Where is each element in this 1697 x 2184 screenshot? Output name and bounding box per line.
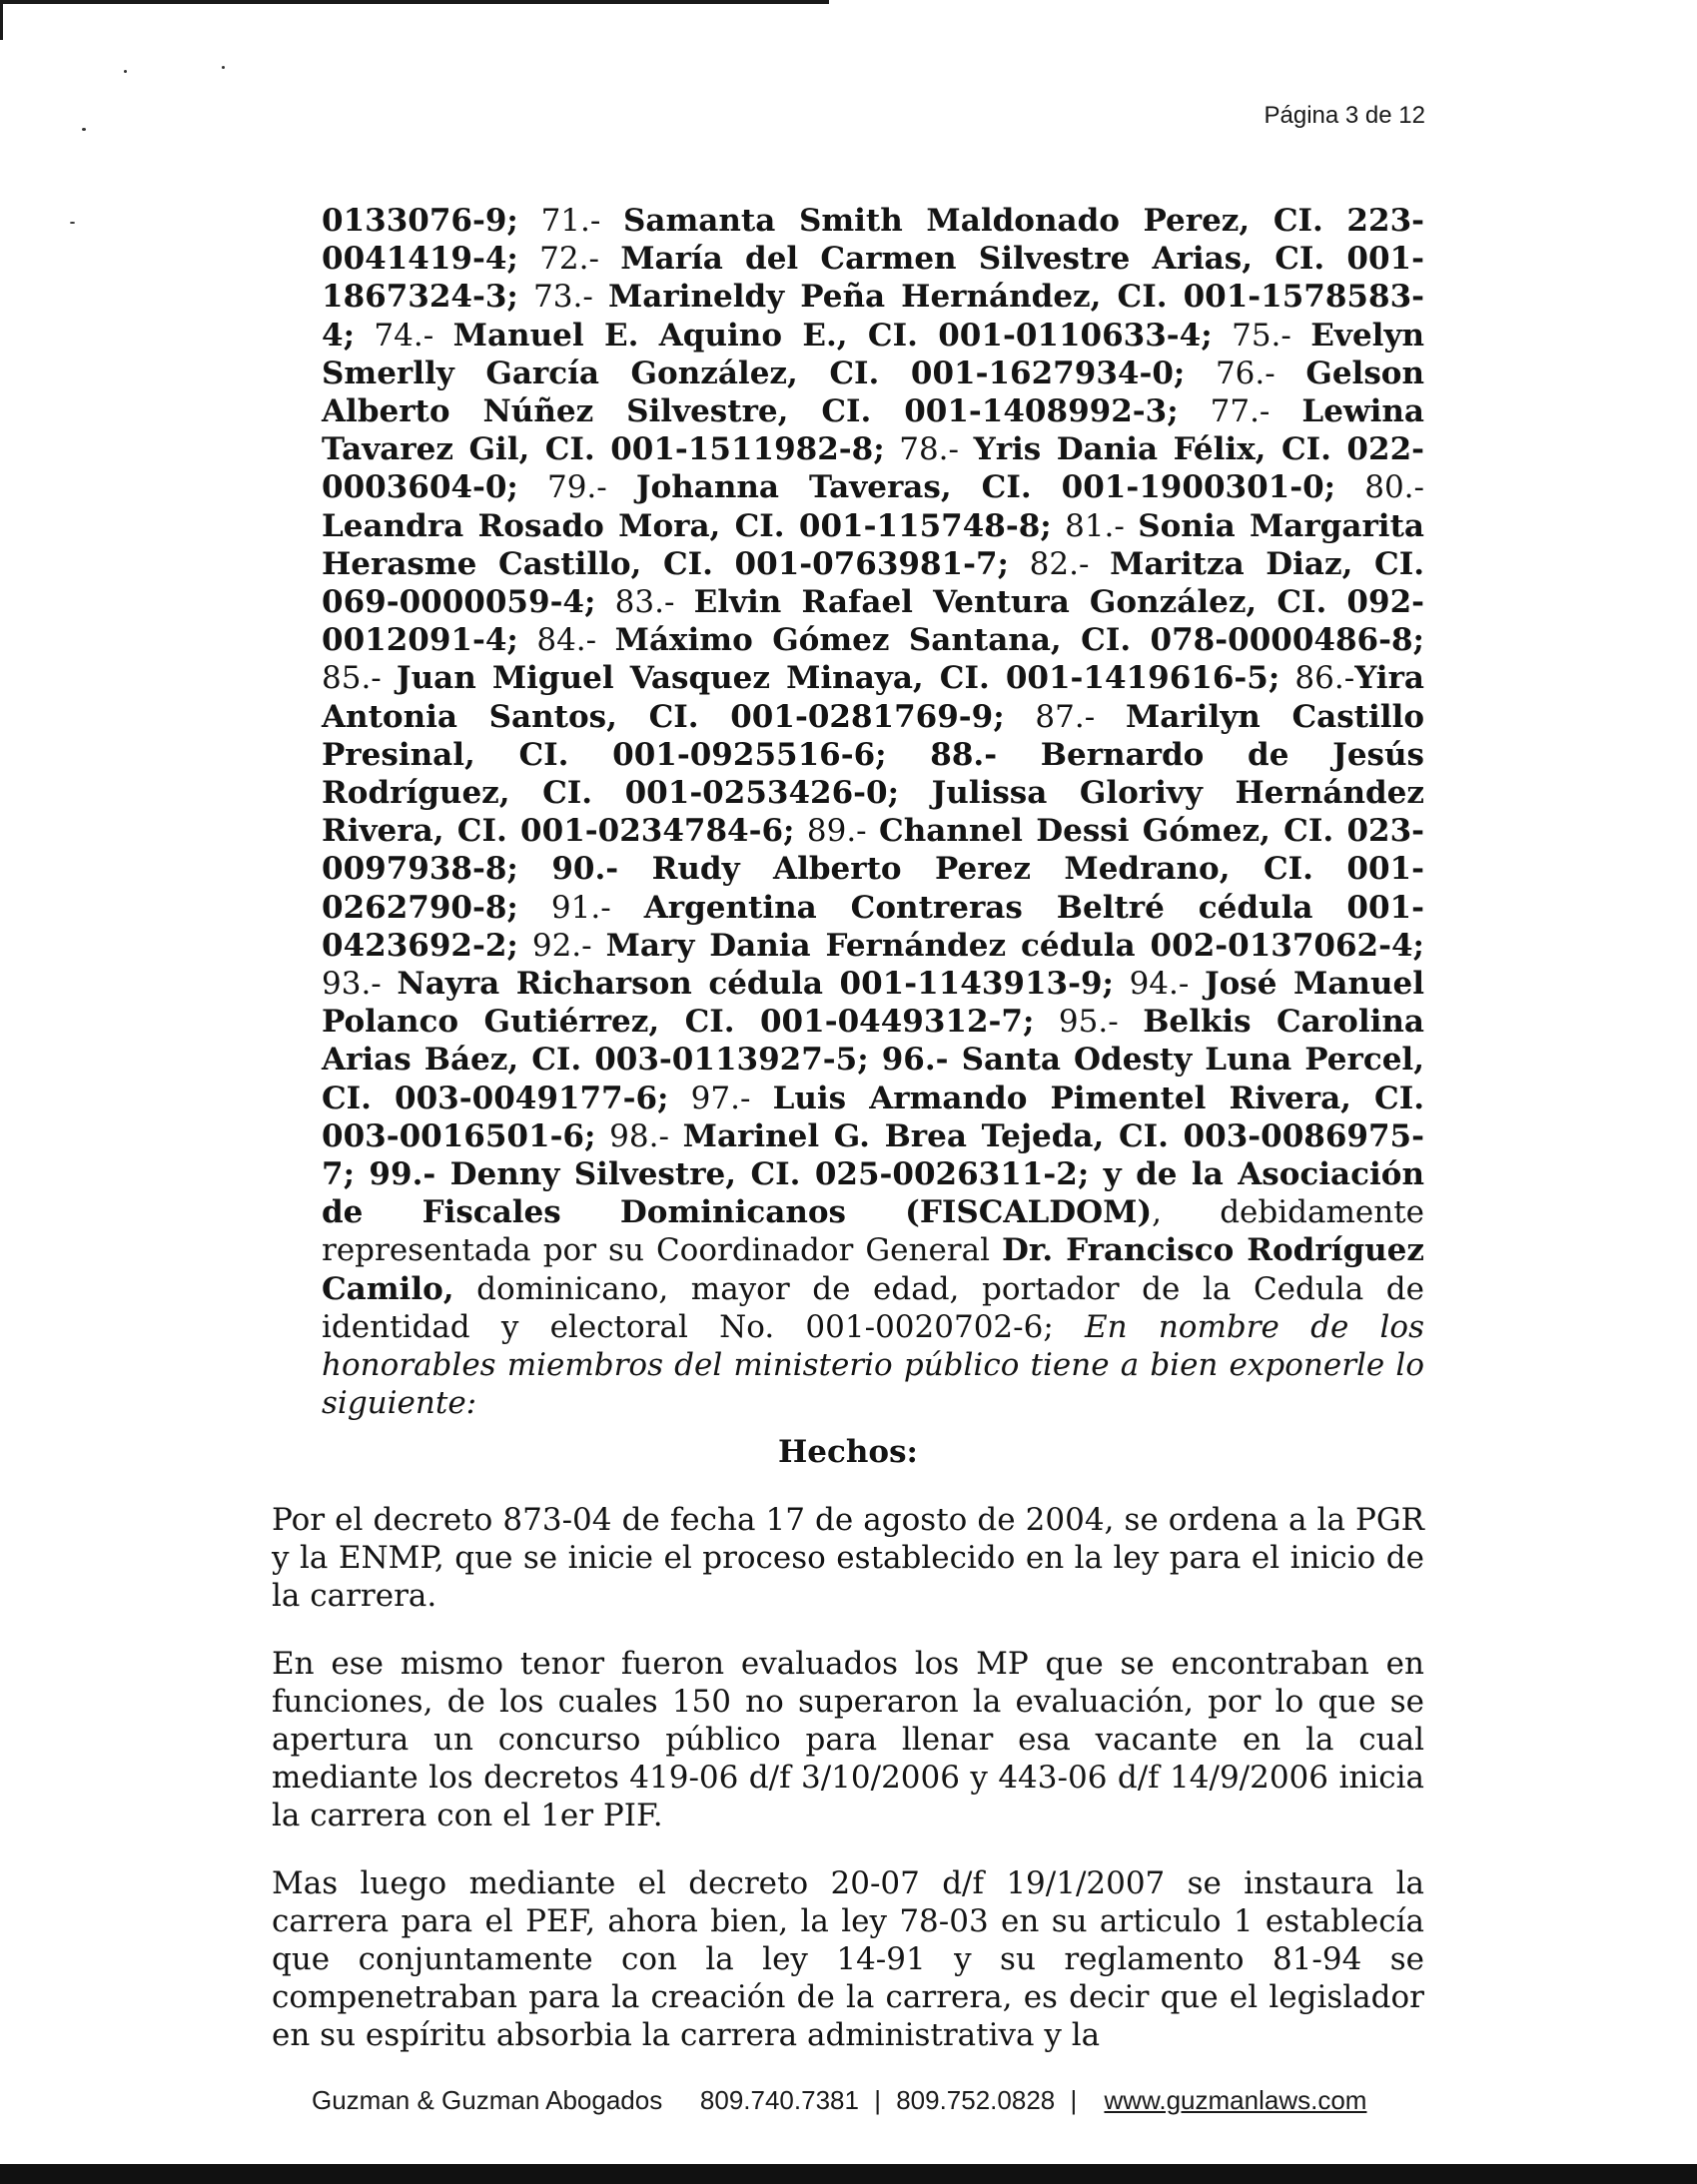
party-list-segment: Yris Dania Félix, CI. 022-0003604-0; [322, 431, 1425, 506]
party-list-segment: Mary Dania Fernández cédula 002-0137062-4; [605, 927, 1424, 964]
party-list-segment: Dr. Francisco Rodríguez Camilo, [322, 1232, 1424, 1307]
party-list-segment: En nombre de los honorables miembros del ministerio público tiene a bien exponerle lo siguiente: [322, 1308, 1424, 1422]
party-list-segment: 78.- [884, 431, 974, 468]
party-list-segment: Lewina Tavarez Gil, CI. 001-1511982-8; [322, 393, 1424, 468]
facts-paragraph-3: Mas luego mediante el decreto 20-07 d/f 19/1/2007 se instaura la carrera para el PEF, ahora bien, la ley 78-03 en su articulo 1 establecía que conjuntamente con la ley 14-91 y su reglamento 81-94 se compenetraban para la creación de la carrera, es decir que el legislador en su espíritu absorbia la carrera administrativa y la [272, 1865, 1424, 2053]
party-list-segment: 84.- [517, 622, 615, 659]
party-list-segment: 71.- [517, 203, 624, 239]
party-list-segment: 93.- [322, 966, 398, 1003]
party-list-segment: 75.- [1212, 317, 1311, 354]
party-list-segment: Marilyn Castillo Presinal, CI. 001-0925516-6; 88.- Bernardo de Jesús Rodríguez, CI. 001-0253426-0; Julissa Glorivy Hernández Rivera, CI. 001-0234784-6; [322, 698, 1425, 850]
footer-firm-name: Guzman & Guzman Abogados [312, 2085, 663, 2115]
party-list-segment: 82.- [1009, 545, 1111, 582]
page-footer [312, 2085, 1410, 2116]
section-heading: Hechos: [778, 1434, 918, 1470]
scan-speck [222, 66, 225, 69]
party-list-segment: Luis Armando Pimentel Rivera, CI. 003-0016501-6; [322, 1080, 1425, 1154]
party-list-segment: Manuel E. Aquino E., CI. 001-0110633-4; [452, 317, 1213, 354]
party-list-segment: Argentina Contreras Beltré cédula 001-0423692-2; [322, 889, 1424, 964]
party-list-segment: Sonia Margarita Herasme Castillo, CI. 001-0763981-7; [322, 507, 1424, 582]
party-list-segment: 94.- [1113, 966, 1205, 1003]
scan-edge-bottom [0, 2164, 1697, 2184]
party-list-segment: Maritza Diaz, CI. 069-0000059-4; [322, 545, 1425, 621]
party-list-segment: Leandra Rosado Mora, CI. 001-115748-8; [322, 507, 1052, 544]
party-list-segment: 76.- [1185, 355, 1306, 391]
scan-edge-left [0, 0, 3, 40]
party-list-segment: Samanta Smith Maldonado Perez, CI. 223-0041419-4; [322, 203, 1424, 278]
footer-separator: | [874, 2085, 881, 2115]
party-list-segment: Johanna Taveras, CI. 001-1900301-0; [635, 469, 1336, 506]
party-list-segment: Gelson Alberto Núñez Silvestre, CI. 001-1408992-3; [322, 355, 1425, 430]
party-list-segment: 85.- [322, 660, 397, 697]
party-list-segment: 91.- [517, 889, 644, 926]
party-list-segment: Yira Antonia Santos, CI. 001-0281769-9; [322, 660, 1424, 735]
party-list-segment: 81.- [1051, 507, 1139, 544]
party-list-segment: 73.- [517, 279, 608, 316]
party-list-segment: Nayra Richarson cédula 001-1143913-9; [397, 966, 1114, 1003]
footer-website-link[interactable]: www.guzmanlaws.com [1104, 2085, 1367, 2115]
party-list-segment: 95.- [1034, 1004, 1144, 1041]
party-list-segment: 0133076-9; [322, 203, 518, 239]
party-list-segment: 92.- [517, 927, 606, 964]
party-list-segment: 87.- [1004, 698, 1126, 735]
party-list-paragraph [322, 202, 1424, 1423]
party-list-segment: 72.- [517, 241, 621, 278]
party-list-segment: Channel Dessi Gómez, CI. 023-0097938-8; 90.- Rudy Alberto Perez Medrano, CI. 001-0262790-8; [322, 813, 1425, 926]
facts-paragraph-1: Por el decreto 873-04 de fecha 17 de agosto de 2004, se ordena a la PGR y la ENMP, que se inicie el proceso establecido en la ley para el inicio de la carrera. [272, 1502, 1424, 1614]
party-list-segment: dominicano, mayor de edad, portador de la Cedula de identidad y electoral No. 001-0020702-6; [322, 1270, 1424, 1345]
page-number: Página 3 de 12 [1264, 102, 1425, 129]
footer-phone-1: 809.740.7381 [699, 2085, 859, 2115]
scan-edge-top [0, 0, 829, 4]
party-list-segment: Evelyn Smerlly García González, CI. 001-1627934-0; [322, 317, 1424, 391]
party-list-segment: 74.- [355, 317, 453, 354]
party-list-segment: Marineldy Peña Hernández, CI. 001-1578583-4; [322, 279, 1425, 354]
footer-separator: | [1070, 2085, 1078, 2115]
scan-speck [124, 70, 127, 73]
party-list-segment: Juan Miguel Vasquez Minaya, CI. 001-1419616-5; [396, 660, 1280, 697]
party-list-segment: Elvin Rafael Ventura González, CI. 092-0012091-4; [322, 584, 1425, 659]
party-list-segment: 89.- [794, 813, 880, 850]
party-list-segment: 79.- [517, 469, 636, 506]
party-list-segment: 97.- [668, 1080, 773, 1116]
party-list-segment: 98.- [595, 1117, 683, 1154]
footer-phone-2: 809.752.0828 [896, 2085, 1056, 2115]
party-list-segment: María del Carmen Silvestre Arias, CI. 001-1867324-3; [322, 241, 1424, 316]
party-list-segment: 80.- [1335, 469, 1425, 506]
facts-paragraph-2: En ese mismo tenor fueron evaluados los MP que se encontraban en funciones, de los cuales 150 no superaron la evaluación, por lo que se apertura un concurso público para llenar esa vacante en la cual mediante los decretos 419-06 d/f 3/10/2006 y 443-06 d/f 14/9/2006 inicia la carrera con el 1er PIF. [272, 1646, 1424, 1833]
party-list-segment: , debidamente representada por su Coordinador General [322, 1194, 1425, 1269]
party-list-segment: 77.- [1178, 393, 1302, 430]
party-list-segment: 86.- [1279, 660, 1355, 697]
party-list-segment: 83.- [595, 584, 694, 621]
scan-speck [82, 128, 86, 131]
party-list-segment: José Manuel Polanco Gutiérrez, CI. 001-0449312-7; [322, 966, 1424, 1041]
party-list-segment: Belkis Carolina Arias Báez, CI. 003-0113927-5; 96.- Santa Odesty Luna Percel, CI. 003-0049177-6; [322, 1004, 1424, 1116]
party-list-segment: Máximo Gómez Santana, CI. 078-0000486-8; [614, 622, 1424, 659]
party-list-segment: Marinel G. Brea Tejeda, CI. 003-0086975-7; 99.- Denny Silvestre, CI. 025-0026311-2; y de la Asociación de Fiscales Dominicanos (FISCALDOM) [322, 1117, 1424, 1231]
scan-speck [70, 222, 75, 224]
